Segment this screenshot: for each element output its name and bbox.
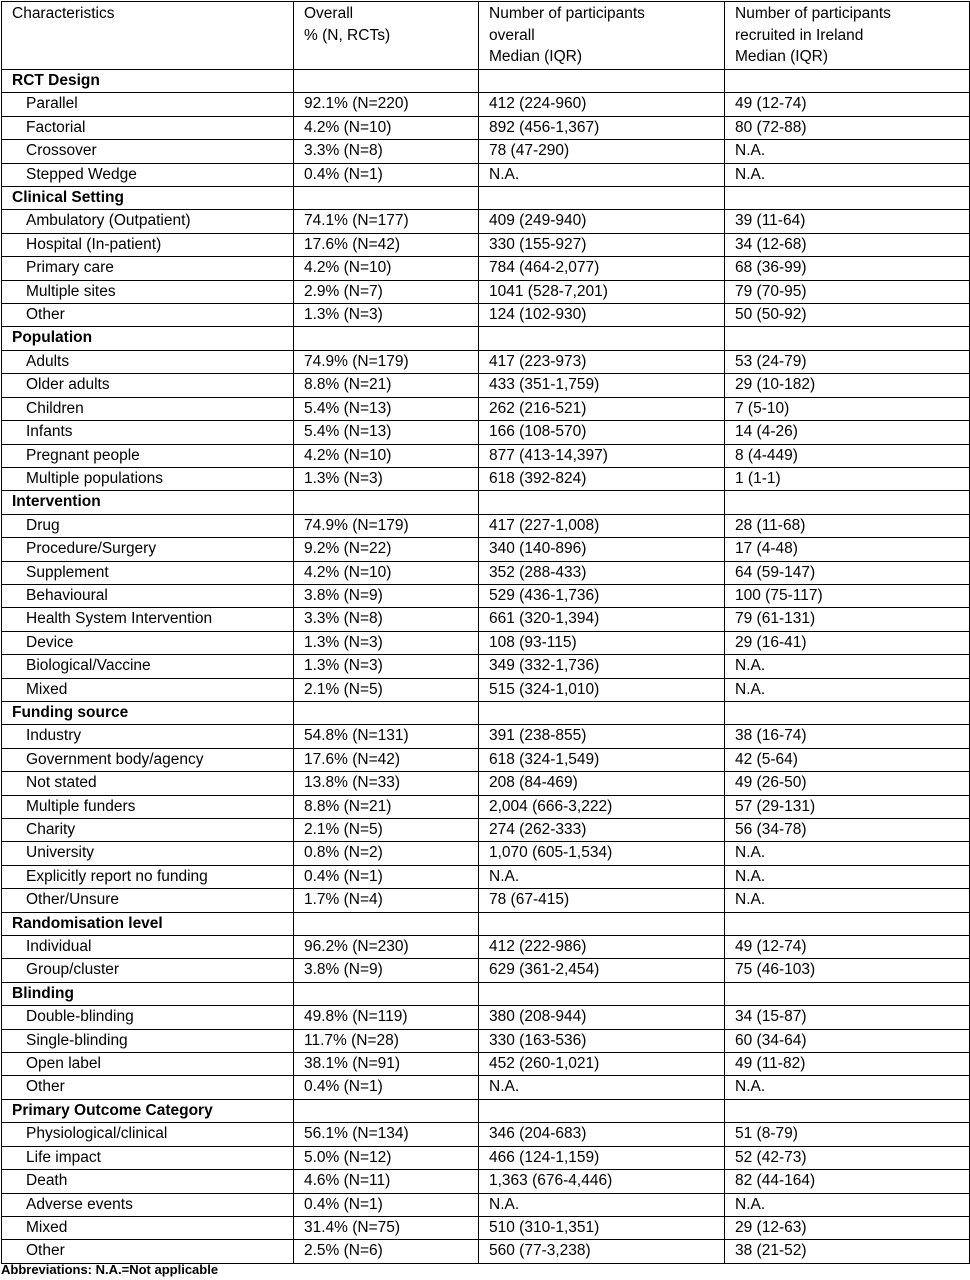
- overall-percent-cell: 38.1% (N=91): [294, 1053, 479, 1076]
- participants-ireland-cell: 28 (11-68): [725, 514, 970, 537]
- empty-cell: [725, 982, 970, 1005]
- participants-overall-cell: 409 (249-940): [479, 210, 725, 233]
- empty-cell: [479, 701, 725, 724]
- participants-overall-cell: 784 (464-2,077): [479, 257, 725, 280]
- overall-percent-cell: 1.3% (N=3): [294, 631, 479, 654]
- overall-percent-cell: 9.2% (N=22): [294, 538, 479, 561]
- overall-percent-cell: 1.3% (N=3): [294, 467, 479, 490]
- participants-overall-cell: 330 (163-536): [479, 1029, 725, 1052]
- table-row: [2, 280, 970, 303]
- participants-ireland-cell: N.A.: [725, 163, 970, 186]
- overall-percent-cell: 8.8% (N=21): [294, 374, 479, 397]
- overall-percent-cell: 2.1% (N=5): [294, 678, 479, 701]
- empty-cell: [479, 912, 725, 935]
- overall-percent-cell: 13.8% (N=33): [294, 772, 479, 795]
- participants-overall-cell: 1,070 (605-1,534): [479, 842, 725, 865]
- row-label: Factorial: [2, 116, 294, 139]
- overall-percent-cell: 2.5% (N=6): [294, 1240, 479, 1263]
- participants-overall-cell: 108 (93-115): [479, 631, 725, 654]
- overall-percent-cell: 4.6% (N=11): [294, 1170, 479, 1193]
- table-header-row: [2, 2, 970, 70]
- participants-overall-cell: 629 (361-2,454): [479, 959, 725, 982]
- row-label: Physiological/clinical: [2, 1123, 294, 1146]
- section-title: Intervention: [2, 491, 294, 514]
- empty-cell: [725, 912, 970, 935]
- overall-percent-cell: 5.4% (N=13): [294, 421, 479, 444]
- overall-percent-cell: 31.4% (N=75): [294, 1216, 479, 1239]
- table-row: [2, 233, 970, 256]
- participants-ireland-cell: 57 (29-131): [725, 795, 970, 818]
- table-row: [2, 1146, 970, 1169]
- participants-ireland-cell: 75 (46-103): [725, 959, 970, 982]
- participants-overall-cell: 618 (392-824): [479, 467, 725, 490]
- overall-percent-cell: 3.3% (N=8): [294, 140, 479, 163]
- participants-ireland-cell: 38 (16-74): [725, 725, 970, 748]
- header-participants-overall: [479, 2, 725, 70]
- empty-cell: [479, 327, 725, 350]
- participants-ireland-cell: N.A.: [725, 865, 970, 888]
- participants-overall-cell: N.A.: [479, 865, 725, 888]
- empty-cell: [479, 1099, 725, 1122]
- empty-cell: [294, 982, 479, 1005]
- participants-ireland-cell: 14 (4-26): [725, 421, 970, 444]
- participants-ireland-cell: 80 (72-88): [725, 116, 970, 139]
- empty-cell: [725, 187, 970, 210]
- participants-overall-cell: 349 (332-1,736): [479, 655, 725, 678]
- section-header-row: [2, 701, 970, 724]
- table-row: [2, 210, 970, 233]
- overall-percent-cell: 4.2% (N=10): [294, 116, 479, 139]
- participants-overall-cell: 877 (413-14,397): [479, 444, 725, 467]
- overall-percent-cell: 11.7% (N=28): [294, 1029, 479, 1052]
- section-header-row: [2, 187, 970, 210]
- overall-percent-cell: 74.9% (N=179): [294, 350, 479, 373]
- table-row: [2, 584, 970, 607]
- table-row: [2, 538, 970, 561]
- participants-ireland-cell: 39 (11-64): [725, 210, 970, 233]
- empty-cell: [294, 701, 479, 724]
- table-row: [2, 1076, 970, 1099]
- participants-overall-cell: 262 (216-521): [479, 397, 725, 420]
- row-label: Primary care: [2, 257, 294, 280]
- participants-overall-cell: 466 (124-1,159): [479, 1146, 725, 1169]
- row-label: Infants: [2, 421, 294, 444]
- row-label: Industry: [2, 725, 294, 748]
- table-row: [2, 350, 970, 373]
- overall-percent-cell: 3.8% (N=9): [294, 959, 479, 982]
- participants-ireland-cell: 42 (5-64): [725, 748, 970, 771]
- empty-cell: [725, 327, 970, 350]
- row-label: Life impact: [2, 1146, 294, 1169]
- row-label: Adverse events: [2, 1193, 294, 1216]
- empty-cell: [294, 70, 479, 93]
- table-row: [2, 725, 970, 748]
- row-label: Government body/agency: [2, 748, 294, 771]
- row-label: Older adults: [2, 374, 294, 397]
- participants-ireland-cell: 51 (8-79): [725, 1123, 970, 1146]
- section-header-row: [2, 912, 970, 935]
- participants-ireland-cell: 29 (16-41): [725, 631, 970, 654]
- overall-percent-cell: 56.1% (N=134): [294, 1123, 479, 1146]
- table-row: [2, 631, 970, 654]
- row-label: Multiple funders: [2, 795, 294, 818]
- row-label: Death: [2, 1170, 294, 1193]
- participants-ireland-cell: 49 (12-74): [725, 936, 970, 959]
- overall-percent-cell: 5.4% (N=13): [294, 397, 479, 420]
- section-header-row: [2, 70, 970, 93]
- participants-ireland-cell: 34 (15-87): [725, 1006, 970, 1029]
- participants-overall-cell: 166 (108-570): [479, 421, 725, 444]
- overall-percent-cell: 3.8% (N=9): [294, 584, 479, 607]
- table-row: [2, 795, 970, 818]
- participants-ireland-cell: 50 (50-92): [725, 304, 970, 327]
- overall-percent-cell: 54.8% (N=131): [294, 725, 479, 748]
- table-row: [2, 561, 970, 584]
- overall-percent-cell: 1.7% (N=4): [294, 889, 479, 912]
- participants-ireland-cell: 52 (42-73): [725, 1146, 970, 1169]
- section-header-row: [2, 491, 970, 514]
- participants-ireland-cell: 56 (34-78): [725, 819, 970, 842]
- row-label: Behavioural: [2, 584, 294, 607]
- table-row: [2, 1170, 970, 1193]
- table-row: [2, 608, 970, 631]
- overall-percent-cell: 96.2% (N=230): [294, 936, 479, 959]
- empty-cell: [479, 187, 725, 210]
- section-title: Population: [2, 327, 294, 350]
- row-label: Open label: [2, 1053, 294, 1076]
- participants-overall-cell: 346 (204-683): [479, 1123, 725, 1146]
- row-label: Group/cluster: [2, 959, 294, 982]
- header-overall: [294, 2, 479, 70]
- row-label: Not stated: [2, 772, 294, 795]
- characteristics-table: [1, 1, 970, 1264]
- table-row: [2, 655, 970, 678]
- header-line: overall: [489, 26, 535, 44]
- overall-percent-cell: 1.3% (N=3): [294, 655, 479, 678]
- participants-overall-cell: 412 (224-960): [479, 93, 725, 116]
- row-label: Mixed: [2, 1216, 294, 1239]
- section-header-row: [2, 327, 970, 350]
- participants-ireland-cell: 1 (1-1): [725, 467, 970, 490]
- row-label: Other: [2, 1240, 294, 1263]
- header-line: Characteristics: [12, 5, 115, 22]
- participants-ireland-cell: 49 (26-50): [725, 772, 970, 795]
- table-row: [2, 678, 970, 701]
- row-label: Multiple populations: [2, 467, 294, 490]
- table-row: [2, 772, 970, 795]
- participants-ireland-cell: 38 (21-52): [725, 1240, 970, 1263]
- header-line: Median (IQR): [735, 48, 829, 65]
- section-title: Randomisation level: [2, 912, 294, 935]
- overall-percent-cell: 4.2% (N=10): [294, 257, 479, 280]
- table-row: [2, 1006, 970, 1029]
- participants-overall-cell: 417 (227-1,008): [479, 514, 725, 537]
- empty-cell: [725, 1099, 970, 1122]
- row-label: Mixed: [2, 678, 294, 701]
- table-row: [2, 889, 970, 912]
- row-label: Crossover: [2, 140, 294, 163]
- row-label: Other: [2, 304, 294, 327]
- participants-overall-cell: 661 (320-1,394): [479, 608, 725, 631]
- empty-cell: [294, 327, 479, 350]
- row-label: Other: [2, 1076, 294, 1099]
- participants-overall-cell: 618 (324-1,549): [479, 748, 725, 771]
- participants-ireland-cell: 82 (44-164): [725, 1170, 970, 1193]
- table-row: [2, 1193, 970, 1216]
- empty-cell: [294, 912, 479, 935]
- participants-overall-cell: 124 (102-930): [479, 304, 725, 327]
- table-row: [2, 1240, 970, 1263]
- empty-cell: [479, 491, 725, 514]
- participants-overall-cell: N.A.: [479, 1193, 725, 1216]
- overall-percent-cell: 74.1% (N=177): [294, 210, 479, 233]
- abbreviations-footnote: Abbreviations: N.A.=Not applicable: [1, 1262, 219, 1277]
- overall-percent-cell: 17.6% (N=42): [294, 748, 479, 771]
- row-label: Multiple sites: [2, 280, 294, 303]
- row-label: Adults: [2, 350, 294, 373]
- participants-ireland-cell: 79 (61-131): [725, 608, 970, 631]
- participants-ireland-cell: 29 (12-63): [725, 1216, 970, 1239]
- participants-overall-cell: 1,363 (676-4,446): [479, 1170, 725, 1193]
- row-label: Charity: [2, 819, 294, 842]
- row-label: Stepped Wedge: [2, 163, 294, 186]
- table-row: [2, 444, 970, 467]
- overall-percent-cell: 0.8% (N=2): [294, 842, 479, 865]
- table-row: [2, 1029, 970, 1052]
- row-label: Single-blinding: [2, 1029, 294, 1052]
- header-line: Number of participants: [489, 5, 645, 22]
- overall-percent-cell: 17.6% (N=42): [294, 233, 479, 256]
- table-row: [2, 748, 970, 771]
- row-label: Parallel: [2, 93, 294, 116]
- overall-percent-cell: 5.0% (N=12): [294, 1146, 479, 1169]
- overall-percent-cell: 49.8% (N=119): [294, 1006, 479, 1029]
- participants-ireland-cell: 68 (36-99): [725, 257, 970, 280]
- participants-ireland-cell: 100 (75-117): [725, 584, 970, 607]
- participants-ireland-cell: 64 (59-147): [725, 561, 970, 584]
- participants-ireland-cell: N.A.: [725, 140, 970, 163]
- participants-ireland-cell: N.A.: [725, 889, 970, 912]
- overall-percent-cell: 2.1% (N=5): [294, 819, 479, 842]
- table-row: [2, 304, 970, 327]
- row-label: Pregnant people: [2, 444, 294, 467]
- row-label: Hospital (In-patient): [2, 233, 294, 256]
- section-header-row: [2, 1099, 970, 1122]
- participants-overall-cell: 515 (324-1,010): [479, 678, 725, 701]
- participants-overall-cell: 529 (436-1,736): [479, 584, 725, 607]
- participants-overall-cell: 78 (67-415): [479, 889, 725, 912]
- participants-ireland-cell: 8 (4-449): [725, 444, 970, 467]
- participants-ireland-cell: N.A.: [725, 1076, 970, 1099]
- row-label: Drug: [2, 514, 294, 537]
- overall-percent-cell: 0.4% (N=1): [294, 1076, 479, 1099]
- participants-ireland-cell: N.A.: [725, 655, 970, 678]
- empty-cell: [725, 491, 970, 514]
- participants-overall-cell: 417 (223-973): [479, 350, 725, 373]
- table-row: [2, 1123, 970, 1146]
- overall-percent-cell: 3.3% (N=8): [294, 608, 479, 631]
- table-row: [2, 140, 970, 163]
- participants-ireland-cell: N.A.: [725, 1193, 970, 1216]
- row-label: Explicitly report no funding: [2, 865, 294, 888]
- participants-ireland-cell: N.A.: [725, 678, 970, 701]
- participants-overall-cell: 340 (140-896): [479, 538, 725, 561]
- header-line: Number of participants: [735, 5, 891, 22]
- header-participants-ireland: [725, 2, 970, 70]
- overall-percent-cell: 4.2% (N=10): [294, 444, 479, 467]
- table-row: [2, 163, 970, 186]
- empty-cell: [479, 982, 725, 1005]
- empty-cell: [294, 187, 479, 210]
- header-line: Median (IQR): [489, 48, 583, 65]
- overall-percent-cell: 74.9% (N=179): [294, 514, 479, 537]
- table-row: [2, 257, 970, 280]
- table-row: [2, 819, 970, 842]
- participants-overall-cell: 2,004 (666-3,222): [479, 795, 725, 818]
- section-title: Primary Outcome Category: [2, 1099, 294, 1122]
- table-row: [2, 865, 970, 888]
- participants-ireland-cell: 34 (12-68): [725, 233, 970, 256]
- empty-cell: [725, 701, 970, 724]
- participants-overall-cell: N.A.: [479, 1076, 725, 1099]
- header-line: recruited in Ireland: [735, 26, 864, 44]
- table-row: [2, 374, 970, 397]
- participants-overall-cell: 78 (47-290): [479, 140, 725, 163]
- table-row: [2, 959, 970, 982]
- row-label: Children: [2, 397, 294, 420]
- row-label: Biological/Vaccine: [2, 655, 294, 678]
- row-label: Other/Unsure: [2, 889, 294, 912]
- header-characteristics: [2, 2, 294, 70]
- row-label: University: [2, 842, 294, 865]
- table-row: [2, 116, 970, 139]
- table-row: [2, 1216, 970, 1239]
- participants-overall-cell: 412 (222-986): [479, 936, 725, 959]
- participants-ireland-cell: 53 (24-79): [725, 350, 970, 373]
- participants-overall-cell: 208 (84-469): [479, 772, 725, 795]
- empty-cell: [294, 1099, 479, 1122]
- table-row: [2, 1053, 970, 1076]
- section-title: RCT Design: [2, 70, 294, 93]
- overall-percent-cell: 0.4% (N=1): [294, 865, 479, 888]
- header-line: Overall: [304, 5, 354, 22]
- overall-percent-cell: 0.4% (N=1): [294, 163, 479, 186]
- participants-ireland-cell: 60 (34-64): [725, 1029, 970, 1052]
- table-row: [2, 514, 970, 537]
- section-header-row: [2, 982, 970, 1005]
- participants-ireland-cell: 17 (4-48): [725, 538, 970, 561]
- participants-ireland-cell: 49 (12-74): [725, 93, 970, 116]
- participants-ireland-cell: 7 (5-10): [725, 397, 970, 420]
- participants-overall-cell: 352 (288-433): [479, 561, 725, 584]
- table-row: [2, 467, 970, 490]
- participants-overall-cell: 452 (260-1,021): [479, 1053, 725, 1076]
- overall-percent-cell: 8.8% (N=21): [294, 795, 479, 818]
- table-row: [2, 936, 970, 959]
- participants-overall-cell: 330 (155-927): [479, 233, 725, 256]
- participants-overall-cell: 274 (262-333): [479, 819, 725, 842]
- participants-ireland-cell: N.A.: [725, 842, 970, 865]
- empty-cell: [725, 70, 970, 93]
- row-label: Double-blinding: [2, 1006, 294, 1029]
- participants-overall-cell: 391 (238-855): [479, 725, 725, 748]
- overall-percent-cell: 1.3% (N=3): [294, 304, 479, 327]
- header-line: % (N, RCTs): [304, 26, 391, 44]
- participants-overall-cell: 560 (77-3,238): [479, 1240, 725, 1263]
- table-row: [2, 397, 970, 420]
- section-title: Blinding: [2, 982, 294, 1005]
- participants-overall-cell: 510 (310-1,351): [479, 1216, 725, 1239]
- row-label: Ambulatory (Outpatient): [2, 210, 294, 233]
- overall-percent-cell: 0.4% (N=1): [294, 1193, 479, 1216]
- row-label: Supplement: [2, 561, 294, 584]
- participants-ireland-cell: 79 (70-95): [725, 280, 970, 303]
- overall-percent-cell: 2.9% (N=7): [294, 280, 479, 303]
- overall-percent-cell: 4.2% (N=10): [294, 561, 479, 584]
- overall-percent-cell: 92.1% (N=220): [294, 93, 479, 116]
- row-label: Procedure/Surgery: [2, 538, 294, 561]
- participants-overall-cell: 380 (208-944): [479, 1006, 725, 1029]
- participants-ireland-cell: 29 (10-182): [725, 374, 970, 397]
- table-row: [2, 421, 970, 444]
- empty-cell: [479, 70, 725, 93]
- row-label: Individual: [2, 936, 294, 959]
- participants-overall-cell: 1041 (528-7,201): [479, 280, 725, 303]
- participants-ireland-cell: 49 (11-82): [725, 1053, 970, 1076]
- table-row: [2, 842, 970, 865]
- section-title: Funding source: [2, 701, 294, 724]
- participants-overall-cell: N.A.: [479, 163, 725, 186]
- participants-overall-cell: 433 (351-1,759): [479, 374, 725, 397]
- row-label: Health System Intervention: [2, 608, 294, 631]
- row-label: Device: [2, 631, 294, 654]
- section-title: Clinical Setting: [2, 187, 294, 210]
- participants-overall-cell: 892 (456-1,367): [479, 116, 725, 139]
- table-row: [2, 93, 970, 116]
- empty-cell: [294, 491, 479, 514]
